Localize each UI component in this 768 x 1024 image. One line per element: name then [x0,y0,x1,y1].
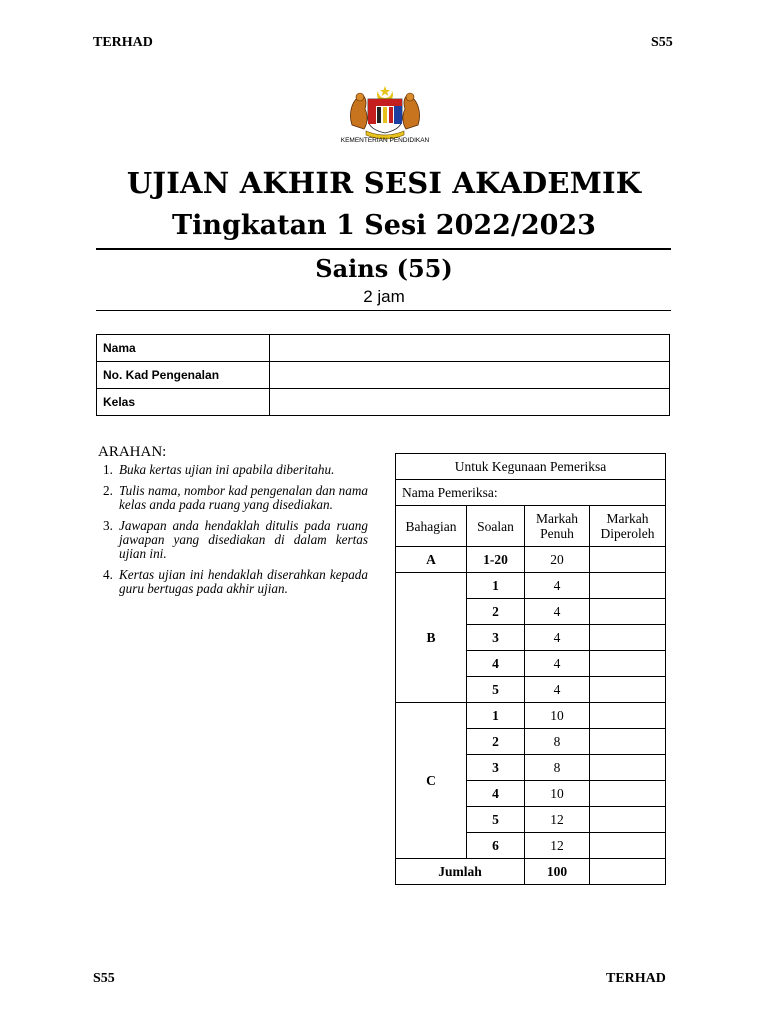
col-markah-penuh [525,506,590,547]
table-header-row [396,506,666,547]
examiner-marks-table [395,453,666,885]
score-cell[interactable] [590,755,666,781]
score-cell[interactable] [590,833,666,859]
instruction-number: 4. [103,567,113,582]
exam-session: Tingkatan 1 Sesi 2022/2023 [172,210,596,241]
full-marks: 4 [525,625,590,651]
instruction-item [98,568,368,596]
instruction-number: 3. [103,518,113,533]
score-cell[interactable] [590,807,666,833]
full-marks: 4 [525,651,590,677]
question-number: 4 [467,651,525,677]
score-cell[interactable] [590,781,666,807]
score-cell[interactable] [590,729,666,755]
instruction-item [98,484,368,512]
name-label: Nama [97,335,270,362]
examiner-name-label: Nama Pemeriksa: [396,480,666,506]
instruction-number: 2. [103,483,113,498]
full-marks: 12 [525,833,590,859]
full-marks: 12 [525,807,590,833]
score-cell[interactable] [590,599,666,625]
subject-title: Sains (55) [315,254,453,283]
score-cell[interactable] [590,703,666,729]
full-marks: 4 [525,677,590,703]
full-marks: 8 [525,729,590,755]
score-cell[interactable] [590,677,666,703]
instruction-text: Buka kertas ujian ini apabila diberitahu. [119,462,335,477]
table-row [396,547,666,573]
question-number: 5 [467,807,525,833]
header-left: TERHAD [93,35,153,50]
class-field[interactable] [270,389,670,416]
candidate-info-table [96,334,670,416]
full-marks: 8 [525,755,590,781]
name-field[interactable] [270,335,670,362]
question-number: 2 [467,729,525,755]
full-marks: 4 [525,573,590,599]
col-markah-diperoleh-line2: Diperoleh [600,526,655,541]
instructions-title: ARAHAN: [98,444,167,460]
ministry-crest [340,85,430,147]
table-row [396,703,666,729]
total-label: Jumlah [396,859,525,885]
total-score-cell[interactable] [590,859,666,885]
question-number: 5 [467,677,525,703]
ministry-caption: KEMENTERIAN PENDIDIKAN [340,137,430,144]
total-full-marks: 100 [525,859,590,885]
top-divider [96,248,671,250]
instruction-item [98,463,368,477]
question-number: 4 [467,781,525,807]
bottom-divider [96,310,671,311]
col-bahagian: Bahagian [396,506,467,547]
header-right: S55 [651,35,673,50]
footer-left: S55 [93,971,115,986]
table-row [97,335,670,362]
question-number: 2 [467,599,525,625]
table-row [97,389,670,416]
instruction-number: 1. [103,462,113,477]
question-number: 1 [467,703,525,729]
question-number: 3 [467,625,525,651]
exam-duration: 2 jam [363,287,405,306]
col-markah-diperoleh [590,506,666,547]
instruction-text: Jawapan anda hendaklah ditulis pada ruang jawapan yang disediakan di dalam kertas ujian ini. [119,518,368,561]
section-c-label: C [396,703,467,859]
instructions-list [98,463,368,603]
table-row [396,573,666,599]
instruction-text: Kertas ujian ini hendaklah diserahkan kepada guru bertugas pada akhir ujian. [119,567,368,596]
examiner-table-title: Untuk Kegunaan Pemeriksa [396,454,666,480]
table-row [97,362,670,389]
score-cell[interactable] [590,651,666,677]
question-number: 6 [467,833,525,859]
question-number: 1 [467,573,525,599]
full-marks: 10 [525,703,590,729]
full-marks: 10 [525,781,590,807]
question-number: 3 [467,755,525,781]
col-markah-penuh-line1: Markah [536,511,578,526]
section-a-score-cell[interactable] [590,547,666,573]
exam-title: UJIAN AKHIR SESI AKADEMIK [126,166,642,200]
section-a-label: A [396,547,467,573]
section-a-full-marks: 20 [525,547,590,573]
class-label: Kelas [97,389,270,416]
section-a-questions: 1-20 [467,547,525,573]
table-row [396,480,666,506]
total-row [396,859,666,885]
col-markah-diperoleh-line1: Markah [606,511,649,526]
instruction-item [98,519,368,561]
score-cell[interactable] [590,625,666,651]
section-b-label: B [396,573,467,703]
footer-right: TERHAD [606,971,666,986]
full-marks: 4 [525,599,590,625]
score-cell[interactable] [590,573,666,599]
col-soalan: Soalan [467,506,525,547]
ic-number-label: No. Kad Pengenalan [97,362,270,389]
instruction-text: Tulis nama, nombor kad pengenalan dan nama kelas anda pada ruang yang disediakan. [119,483,368,512]
col-markah-penuh-line2: Penuh [540,526,574,541]
table-row [396,454,666,480]
ic-number-field[interactable] [270,362,670,389]
